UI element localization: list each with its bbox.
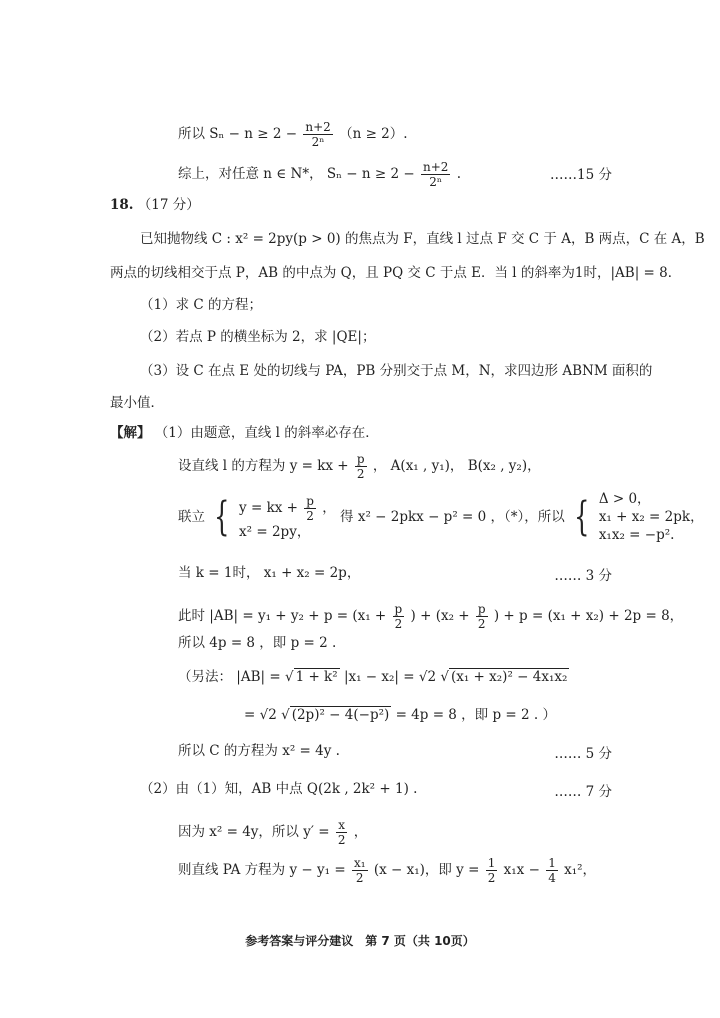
text: 联立 [178, 509, 205, 525]
numerator: 1 [487, 856, 496, 870]
denominator: 2 [355, 871, 364, 885]
numerator: 1 [548, 856, 556, 870]
score-5: …… 5 分 [554, 746, 612, 762]
text: ) + (x₂ + [410, 608, 470, 624]
text: 因为 x² = 4y，所以 y′ = [178, 824, 330, 840]
sqrt-radicand: 1 + k² [295, 669, 338, 685]
system-2-row: Δ > 0， [598, 491, 651, 507]
text: |x₁ − x₂| = √2 √ [343, 669, 449, 685]
fraction [336, 818, 348, 847]
line-p-equals-2: 所以 4p = 8 ，即 p = 2 . [178, 635, 337, 651]
subquestion-3-cont: 最小值． [110, 395, 164, 411]
denominator: 2ⁿ [311, 135, 325, 149]
text: = 4p = 8 ，即 p = 2 . ） [395, 707, 556, 723]
sqrt-radicand: (2p)² − 4(−p²) [291, 707, 390, 723]
fraction [303, 120, 332, 149]
numerator: n+2 [305, 120, 331, 134]
line-pa-equation [178, 856, 596, 885]
text: 所以 Sₙ − n ≥ 2 − [178, 126, 298, 142]
text: 综上，对任意 n ∈ N*， Sₙ − n ≥ 2 − [178, 166, 415, 182]
page-footer: 参考答案与评分建议 第 7 页（共 10页） [245, 934, 475, 948]
system-1 [239, 494, 336, 541]
question-points: （17 分） [137, 197, 200, 213]
denominator: 2 [306, 508, 314, 523]
problem-line-2: 两点的切线相交于点 P，AB 的中点为 Q，且 PQ 交 C 于点 E．当 l 的斜率为1时，|AB| = 8． [110, 265, 682, 281]
system-block [178, 490, 704, 544]
denominator: 2 [477, 617, 486, 631]
left-brace-icon: { [574, 494, 590, 540]
score-7: …… 7 分 [554, 784, 612, 800]
fraction [304, 494, 316, 523]
score-15: ……15 分 [550, 167, 612, 183]
numerator: n+2 [422, 160, 449, 174]
line-c-equation: 所以 C 的方程为 x² = 4y . [178, 743, 340, 759]
system-2-row: x₁ + x₂ = 2pk， [598, 509, 704, 525]
left-brace-icon: { [214, 494, 230, 540]
line-k-equals-1: 当 k = 1时， x₁ + x₂ = 2p， [178, 565, 361, 581]
subquestion-3: （3）设 C 在点 E 处的切线与 PA，PB 分别交于点 M，N，求四边形 ABNM 面积的 [140, 363, 653, 379]
text: ， [353, 824, 368, 840]
denominator: 2ⁿ [429, 175, 443, 189]
text: . [456, 166, 461, 182]
part2-midpoint: （2）由（1）知，AB 中点 Q(2k , 2k² + 1) . [140, 781, 418, 797]
line-ab-length [178, 602, 683, 631]
denominator: 2 [337, 833, 346, 847]
solution-tag: 【解】 [110, 425, 151, 441]
numerator: p [394, 602, 403, 616]
denominator: 4 [548, 871, 556, 885]
fraction [476, 602, 488, 631]
line-derivative [178, 818, 367, 847]
text: 此时 |AB| = y₁ + y₂ + p = (x₁ + [178, 608, 387, 624]
numerator: p [477, 602, 486, 616]
question-number: 18. [110, 197, 134, 213]
text: = √2 √ [244, 707, 290, 723]
line-sn-inequality [178, 120, 408, 149]
text: ， [322, 499, 336, 516]
system-2 [599, 490, 704, 544]
subquestion-1: （1）求 C 的方程； [140, 297, 263, 313]
text: x₁x − [503, 862, 540, 878]
line-conclusion [178, 160, 461, 189]
text: ) + p = (x₁ + x₂) + 2p = 8， [493, 608, 684, 624]
denominator: 2 [487, 871, 496, 885]
system-1-row: x² = 2py， [239, 523, 311, 540]
text: （1）由题意，直线 l 的斜率必存在． [154, 425, 379, 441]
text: (x − x₁)，即 y = [373, 862, 480, 878]
fraction [546, 856, 558, 885]
numerator: x [336, 818, 348, 833]
denominator: 2 [356, 467, 365, 481]
line-equation-setup [178, 452, 541, 481]
fraction [421, 160, 450, 189]
text: 设直线 l 的方程为 y = kx + [178, 458, 349, 474]
alternative-method-1 [178, 668, 569, 686]
score-3: …… 3 分 [554, 568, 612, 584]
question-18-header [110, 196, 200, 214]
text: ， A(x₁ , y₁)， B(x₂ , y₂)， [372, 458, 541, 474]
numerator: x₁ [353, 856, 366, 870]
fraction [355, 452, 367, 481]
sqrt-radicand: (x₁ + x₂)² − 4x₁x₂ [450, 669, 568, 685]
alternative-method-2 [244, 706, 556, 724]
problem-line-1: 已知抛物线 C : x² = 2py(p > 0) 的焦点为 F，直线 l 过点 F 交 C 于 A，B 两点，C 在 A，B [140, 231, 705, 247]
solution-part1-header [110, 424, 379, 442]
fraction [486, 856, 498, 885]
fraction [352, 856, 368, 885]
system-1-row [239, 494, 336, 523]
numerator: p [356, 452, 365, 466]
fraction [393, 602, 405, 631]
denominator: 2 [394, 617, 403, 631]
text: y = kx + [239, 499, 298, 516]
text: 则直线 PA 方程为 y − y₁ = [178, 862, 346, 878]
text: （n ≥ 2）. [339, 126, 408, 142]
numerator: p [306, 493, 314, 508]
system-2-row: x₁x₂ = −p². [598, 527, 675, 543]
text: （另法： |AB| = √ [178, 669, 294, 685]
text: 得 x² − 2pkx − p² = 0 ，（*），所以 [340, 509, 565, 525]
text: x₁²， [564, 862, 597, 878]
subquestion-2: （2）若点 P 的横坐标为 2，求 |QE|； [140, 329, 376, 345]
